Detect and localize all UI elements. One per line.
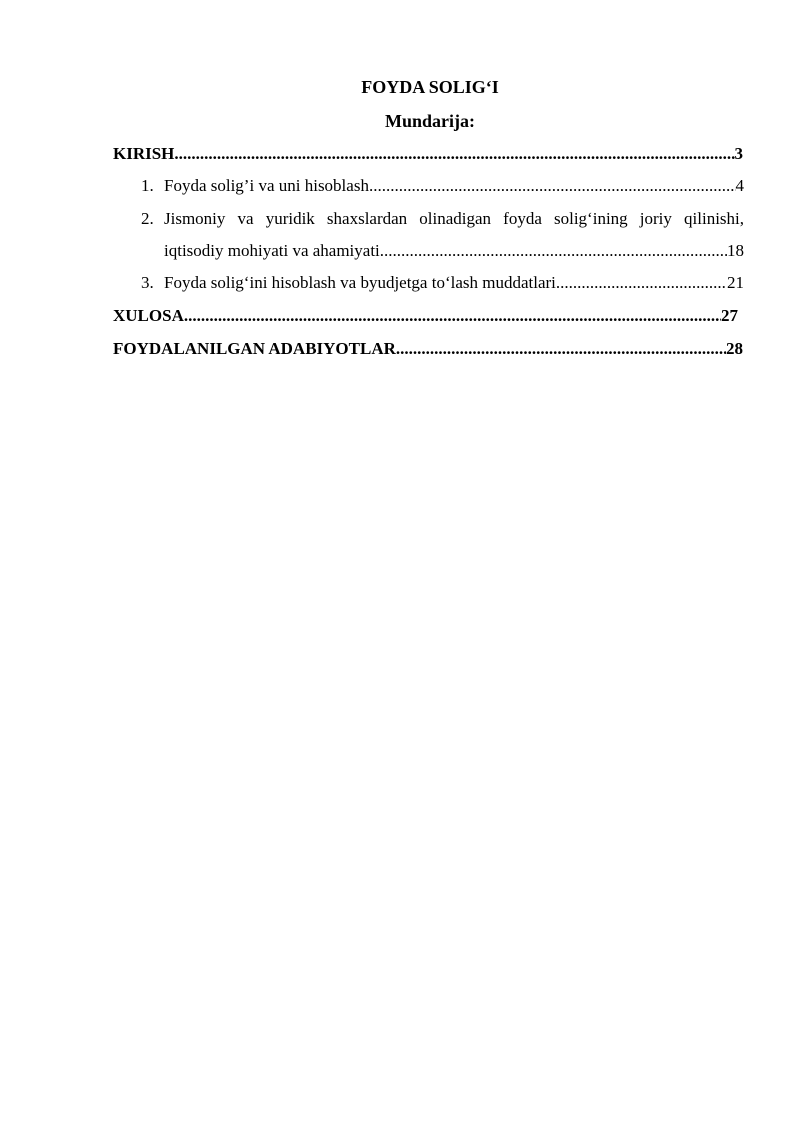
document-title: FOYDA SOLIG‘I: [361, 77, 499, 97]
toc-entry-page: 18: [727, 241, 744, 260]
toc-entry-page: 3: [734, 144, 743, 163]
toc-item-number: 3.: [141, 273, 154, 292]
toc-entry-intro[interactable]: [113, 143, 743, 165]
toc-entry-item-3[interactable]: [164, 272, 744, 294]
toc-entry-label: Foyda solig‘ini hisoblash va byudjetga to‘lash muddatlari: [164, 273, 556, 292]
toc-heading: Mundarija:: [385, 111, 475, 131]
toc-entry-page: 21: [727, 273, 744, 292]
toc-entry-item-1[interactable]: [164, 175, 744, 197]
toc-entry-item-2-line-1[interactable]: Jismoniy va yuridik shaxslardan olinadigan foyda solig‘ining joriy qilinishi,: [164, 209, 744, 228]
toc-entry-page: 28: [726, 339, 743, 358]
toc-entry-item-2[interactable]: [164, 240, 744, 262]
toc-dot-leader: [369, 175, 736, 197]
toc-entry-page: 27: [721, 306, 738, 325]
toc-dot-leader: [184, 305, 721, 327]
toc-entry-references[interactable]: [113, 338, 743, 360]
toc-entry-label: FOYDALANILGAN ADABIYOTLAR: [113, 339, 396, 358]
toc-item-number: 1.: [141, 176, 154, 195]
toc-item-number: 2.: [141, 209, 154, 228]
toc-entry-label: KIRISH: [113, 144, 175, 163]
toc-dot-leader: [556, 272, 727, 294]
toc-dot-leader: [396, 338, 726, 360]
toc-dot-leader: [174, 143, 734, 165]
toc-entry-label: Foyda solig’i va uni hisoblash: [164, 176, 369, 195]
toc-entry-page: 4: [735, 176, 744, 195]
toc-entry-label: XULOSA: [113, 306, 184, 325]
toc-entry-conclusion[interactable]: [113, 305, 738, 327]
toc-entry-label: iqtisodiy mohiyati va ahamiyati: [164, 241, 380, 260]
toc-dot-leader: [380, 240, 727, 262]
